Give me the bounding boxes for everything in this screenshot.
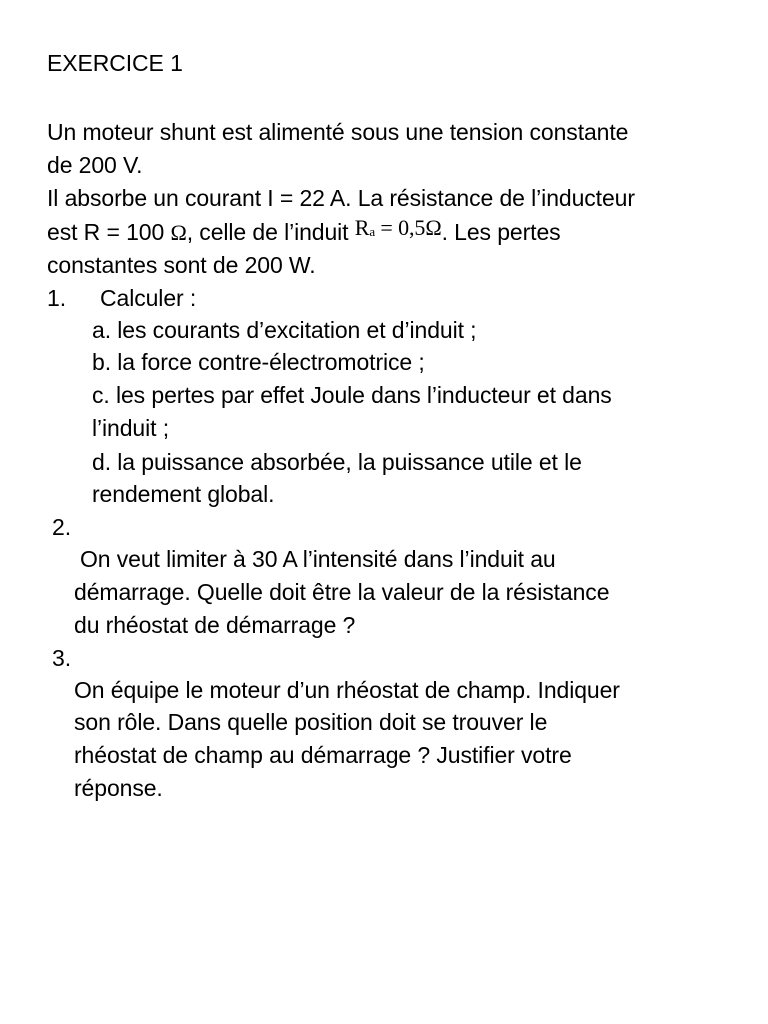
exercise-title: EXERCICE 1 (47, 50, 183, 76)
question-1-number: 1. (47, 285, 66, 311)
question-2-line-3: du rhéostat de démarrage ? (74, 612, 356, 638)
ra-subscript: a (369, 224, 376, 239)
question-2-number: 2. (52, 514, 71, 540)
armature-resistance-formula (355, 215, 442, 240)
question-3-line-4: réponse. (74, 775, 163, 801)
intro-line-4 (47, 216, 561, 253)
intro-line-5: constantes sont de 200 W. (47, 252, 316, 278)
question-1-item-a: a. les courants d’excitation et d’induit ; (92, 317, 477, 343)
ra-value: = 0,5 (375, 215, 426, 240)
ra-symbol: R (354, 215, 370, 240)
intro-line-4-end: . Les pertes (441, 219, 561, 245)
question-3-line-3: rhéostat de champ au démarrage ? Justifier votre (74, 742, 572, 768)
intro-line-4-middle: , celle de l’induit (186, 219, 355, 245)
question-1-item-b: b. la force contre-électromotrice ; (92, 349, 425, 375)
question-3-number: 3. (52, 645, 71, 671)
ra-ohm-symbol: Ω (425, 215, 442, 240)
intro-line-1: Un moteur shunt est alimenté sous une tension constante (47, 119, 629, 145)
ohm-symbol: Ω (170, 220, 187, 245)
question-3-line-2: son rôle. Dans quelle position doit se trouver le (74, 709, 548, 735)
question-1-item-c-line-1: c. les pertes par effet Joule dans l’inducteur et dans (92, 382, 612, 408)
question-1-label: Calculer : (100, 285, 197, 311)
intro-line-4-start: est R = 100 (47, 219, 165, 245)
question-3-line-1: On équipe le moteur d’un rhéostat de champ. Indiquer (74, 677, 620, 703)
question-1-item-d-line-1: d. la puissance absorbée, la puissance utile et le (92, 449, 582, 475)
intro-line-2: de 200 V. (47, 152, 143, 178)
question-1-item-d-line-2: rendement global. (92, 481, 275, 507)
question-2-line-2: démarrage. Quelle doit être la valeur de la résistance (74, 579, 610, 605)
intro-line-3: Il absorbe un courant I = 22 A. La résistance de l’inducteur (47, 185, 635, 211)
question-2-line-1: On veut limiter à 30 A l’intensité dans l’induit au (80, 546, 556, 572)
question-1-item-c-line-2: l’induit ; (92, 415, 169, 441)
